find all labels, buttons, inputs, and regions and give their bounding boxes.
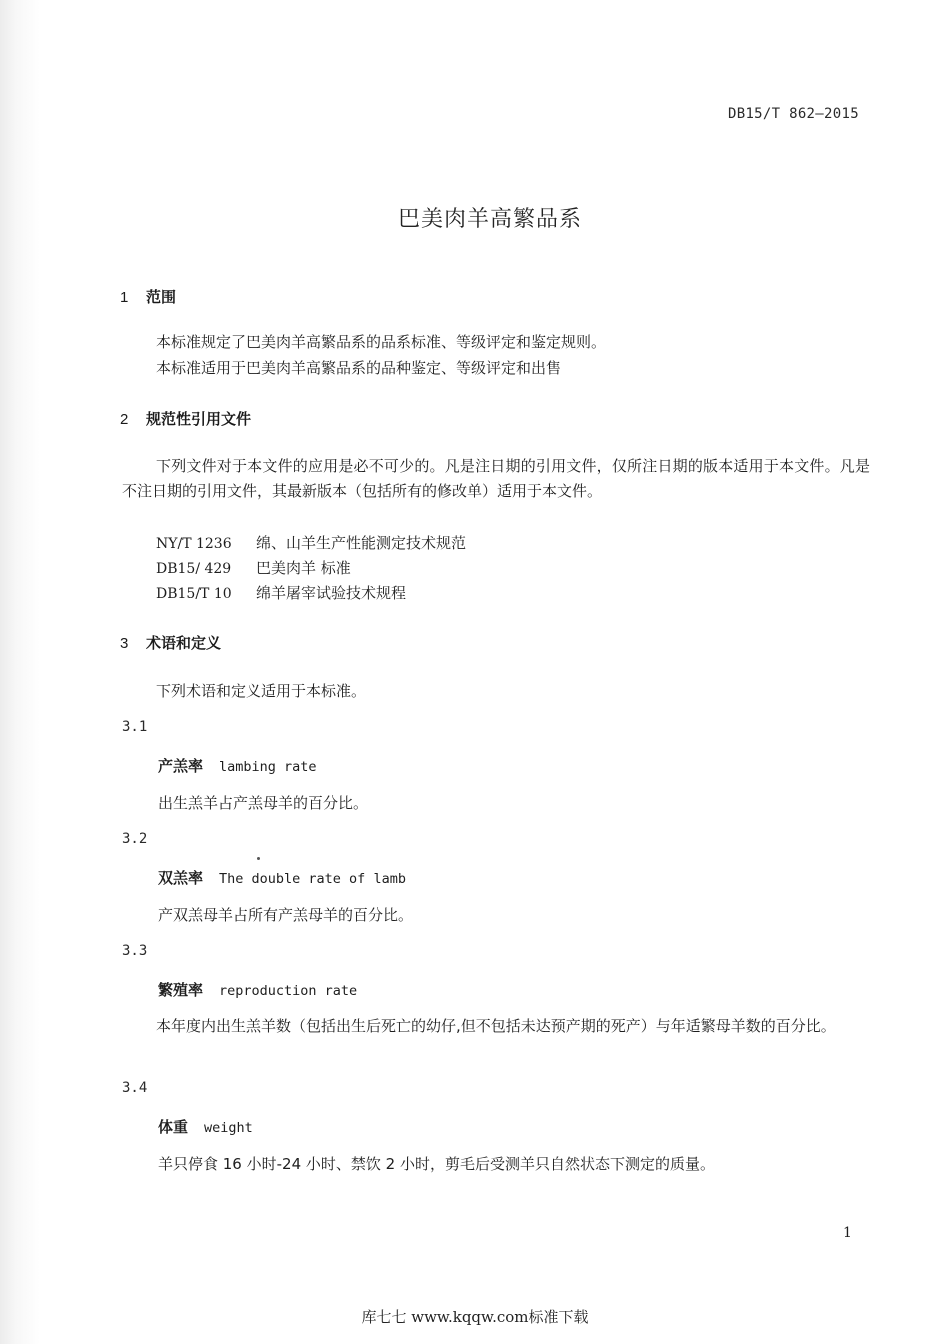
section-title: 范围 xyxy=(146,288,177,306)
term-number: 3.2 xyxy=(122,831,148,847)
term-chinese: 繁殖率 xyxy=(158,981,204,999)
reference-item xyxy=(156,557,351,578)
term-english: lambing rate xyxy=(219,759,317,775)
section-heading-terms-definitions xyxy=(120,632,221,653)
reference-code: DB15/ 429 xyxy=(156,561,232,577)
term-number: 3.1 xyxy=(122,719,148,735)
section-number: 1 xyxy=(120,289,129,306)
reference-item xyxy=(156,582,406,603)
reference-item xyxy=(156,532,466,553)
terms-intro-paragraph: 下列术语和定义适用于本标准。 xyxy=(156,682,367,700)
scope-paragraph-1: 本标准规定了巴美肉羊高繁品系的品系标准、等级评定和鉴定规则。 xyxy=(156,333,607,351)
term-number: 3.3 xyxy=(122,943,148,959)
term-english: The double rate of lamb xyxy=(219,871,406,887)
page-number: 1 xyxy=(843,1225,852,1241)
standard-code: DB15/T 862—2015 xyxy=(728,106,859,122)
section-heading-normative-references xyxy=(120,408,251,429)
term-english: reproduction rate xyxy=(219,983,358,999)
term-chinese: 体重 xyxy=(158,1118,189,1136)
section-title: 术语和定义 xyxy=(146,634,222,652)
term-heading xyxy=(158,1116,253,1137)
reference-title: 绵羊屠宰试验技术规程 xyxy=(256,584,407,602)
reference-title: 巴美肉羊 标准 xyxy=(256,559,351,577)
term-chinese: 产羔率 xyxy=(158,757,204,775)
term-english: weight xyxy=(204,1120,253,1136)
references-paragraph: 下列文件对于本文件的应用是必不可少的。凡是注日期的引用文件，仅所注日期的版本适用于本文件。凡是不注日期的引用文件，其最新版本（包括所有的修改单）适用于本文件。 xyxy=(122,457,870,500)
term-definition: 产双羔母羊占所有产羔母羊的百分比。 xyxy=(158,906,414,924)
term-definition: 本年度内出生羔羊数（包括出生后死亡的幼仔,但不包括未达预产期的死产）与年适繁母羊数的百分比。 xyxy=(156,1017,836,1035)
reference-code: DB15/T 10 xyxy=(156,586,232,602)
scan-speck xyxy=(257,857,260,860)
section-number: 3 xyxy=(120,635,129,652)
section-number: 2 xyxy=(120,411,129,428)
document-title: 巴美肉羊高繁品系 xyxy=(397,207,582,232)
footer-watermark-text: 库七七 www.kqqw.com标准下载 xyxy=(361,1308,589,1326)
reference-title: 绵、山羊生产性能测定技术规范 xyxy=(256,534,467,552)
section-heading-scope xyxy=(120,286,176,307)
term-heading xyxy=(158,755,317,776)
term-definition: 出生羔羊占产羔母羊的百分比。 xyxy=(158,794,369,812)
term-chinese: 双羔率 xyxy=(158,869,204,887)
reference-code: NY/T 1236 xyxy=(156,536,232,552)
term-number: 3.4 xyxy=(122,1080,148,1096)
term-definition: 羊只停食 16 小时-24 小时、禁饮 2 小时，剪毛后受测羊只自然状态下测定的质量。 xyxy=(158,1155,715,1173)
scope-paragraph-2: 本标准适用于巴美肉羊高繁品系的品种鉴定、等级评定和出售 xyxy=(156,359,562,377)
term-heading xyxy=(158,979,357,1000)
term-heading xyxy=(158,867,406,888)
section-title: 规范性引用文件 xyxy=(146,410,252,428)
